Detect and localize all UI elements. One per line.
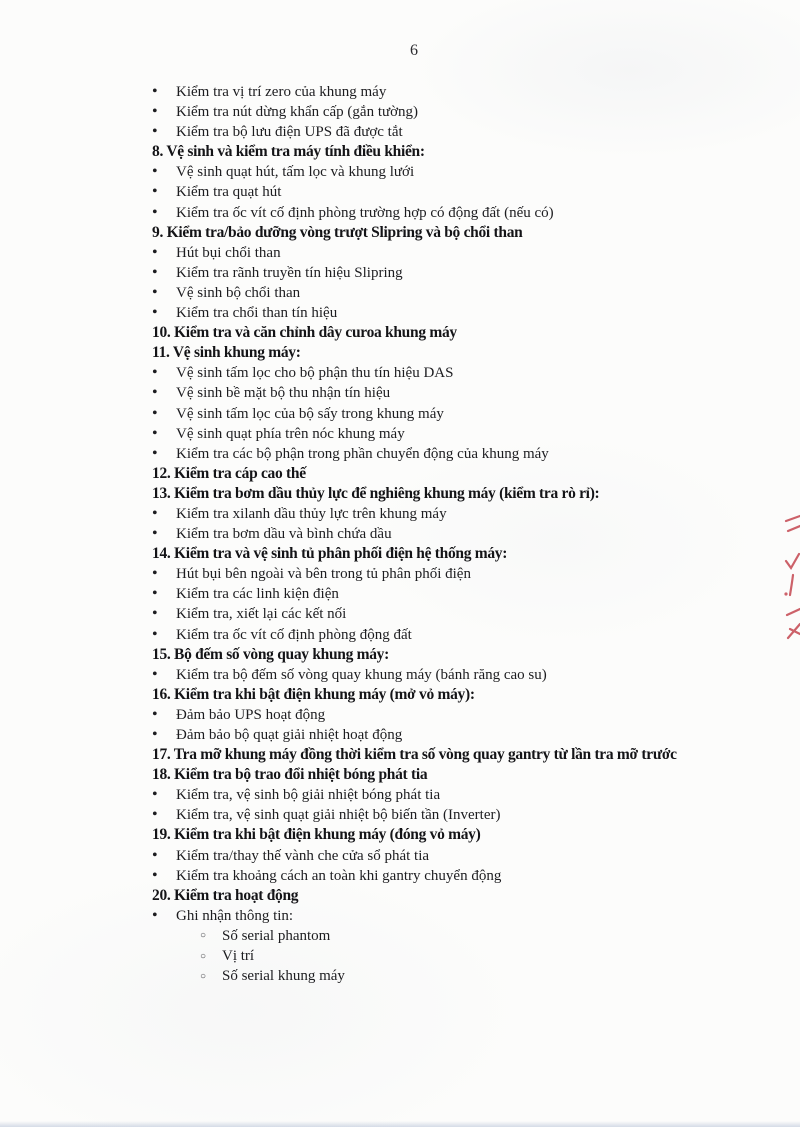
checklist-item-text: Kiểm tra các bộ phận trong phần chuyển động của khung máy bbox=[176, 445, 549, 462]
checklist-item-text: Kiểm tra, vệ sinh bộ giải nhiệt bóng phát tia bbox=[176, 787, 441, 804]
checklist-item-text: Vị trí bbox=[222, 948, 255, 965]
bullet-icon: • bbox=[152, 585, 158, 603]
checklist-item-text: 20. Kiểm tra hoạt động bbox=[152, 886, 299, 904]
bullet-icon: • bbox=[152, 424, 158, 442]
checklist-item bbox=[152, 805, 712, 825]
checklist-item-text: Kiểm tra bơm dầu và bình chứa dầu bbox=[176, 526, 392, 543]
checklist-item-text: 13. Kiểm tra bơm dầu thủy lực để nghiêng khung máy (kiểm tra rò rỉ): bbox=[152, 484, 600, 502]
checklist-item-text: Kiểm tra/thay thế vành che cửa sổ phát tia bbox=[176, 847, 430, 864]
bullet-icon: • bbox=[152, 786, 158, 804]
checklist-item-text: Kiểm tra xilanh dầu thủy lực trên khung máy bbox=[176, 505, 447, 522]
bullet-icon: • bbox=[152, 625, 158, 643]
checklist-item-text: Hút bụi bên ngoài và bên trong tủ phân phối điện bbox=[176, 566, 471, 583]
bullet-icon: • bbox=[152, 565, 158, 583]
checklist-item bbox=[152, 243, 712, 263]
section-heading bbox=[152, 745, 712, 765]
bullet-icon: • bbox=[152, 163, 158, 181]
checklist-item bbox=[152, 785, 712, 805]
checklist-item-text: 14. Kiểm tra và vệ sinh tủ phân phối điện hệ thống máy: bbox=[152, 545, 508, 563]
checklist-item-text: Vệ sinh quạt phía trên nóc khung máy bbox=[176, 425, 405, 442]
checklist-item bbox=[152, 926, 712, 946]
pen-dash-mark bbox=[787, 609, 800, 615]
checklist-item bbox=[152, 162, 712, 182]
checklist-item-text: 10. Kiểm tra và căn chỉnh dây curoa khung máy bbox=[152, 324, 457, 342]
checklist-item-text: 17. Tra mỡ khung máy đồng thời kiểm tra số vòng quay gantry từ lần tra mỡ trước bbox=[152, 746, 677, 764]
bullet-icon: • bbox=[152, 525, 158, 543]
checklist-item-text: Vệ sinh tấm lọc cho bộ phận thu tín hiệu DAS bbox=[176, 365, 454, 382]
checklist-item-text: 16. Kiểm tra khi bật điện khung máy (mở vỏ máy): bbox=[152, 685, 475, 703]
checklist-item bbox=[152, 102, 712, 122]
pen-dot-mark bbox=[784, 592, 787, 595]
section-heading bbox=[152, 544, 712, 564]
bullet-icon: • bbox=[152, 605, 158, 623]
bullet-icon: • bbox=[152, 123, 158, 141]
bullet-icon: • bbox=[152, 384, 158, 402]
section-heading bbox=[152, 223, 712, 243]
checklist-item bbox=[152, 283, 712, 303]
section-heading bbox=[152, 464, 712, 484]
checklist-item bbox=[152, 203, 712, 223]
checklist-item-text: Kiểm tra quạt hút bbox=[176, 184, 282, 201]
checklist-item bbox=[152, 404, 712, 424]
checklist-item bbox=[152, 946, 712, 966]
checklist-item-text: Số serial khung máy bbox=[222, 968, 345, 985]
pen-stroke-mark bbox=[790, 575, 793, 595]
bullet-icon: • bbox=[152, 866, 158, 884]
section-heading bbox=[152, 484, 712, 504]
section-heading bbox=[152, 886, 712, 906]
bullet-icon: • bbox=[152, 705, 158, 723]
checklist-item bbox=[152, 263, 712, 283]
bullet-icon: • bbox=[152, 243, 158, 261]
checklist-item-text: Kiểm tra nút dừng khẩn cấp (gắn tường) bbox=[176, 104, 419, 121]
checklist-item-text: 12. Kiểm tra cáp cao thế bbox=[152, 464, 306, 482]
checklist-item-text: 8. Vệ sinh và kiểm tra máy tính điều khiển: bbox=[152, 143, 425, 161]
checklist-item bbox=[152, 524, 712, 544]
bullet-icon: • bbox=[152, 726, 158, 743]
checklist-item-text: Kiểm tra ốc vít cố định phòng động đất bbox=[176, 626, 412, 643]
section-heading bbox=[152, 685, 712, 705]
checklist-item-text: Đảm bảo bộ quạt giải nhiệt hoạt động bbox=[176, 727, 403, 743]
checklist-item bbox=[152, 82, 712, 102]
checklist-item-text: 15. Bộ đếm số vòng quay khung máy: bbox=[152, 645, 389, 663]
checklist-item-text: Kiểm tra khoảng cách an toàn khi gantry chuyển động bbox=[176, 867, 502, 884]
section-heading bbox=[152, 645, 712, 665]
maintenance-checklist bbox=[152, 82, 712, 986]
checklist-item bbox=[152, 383, 712, 403]
checklist-item bbox=[152, 665, 712, 685]
bullet-icon: • bbox=[152, 444, 158, 462]
checklist-item-text: Số serial phantom bbox=[222, 927, 331, 944]
checklist-item-text: Kiểm tra các linh kiện điện bbox=[176, 586, 339, 603]
red-pen-annotation-marks bbox=[778, 505, 800, 645]
checklist-item bbox=[152, 866, 712, 886]
bullet-icon: • bbox=[152, 83, 158, 100]
bullet-icon: • bbox=[152, 203, 158, 221]
checklist-item-text: Kiểm tra chổi than tín hiệu bbox=[176, 305, 338, 322]
checklist-item-text: Kiểm tra, vệ sinh quạt giải nhiệt bộ biến tần (Inverter) bbox=[176, 807, 501, 824]
section-heading bbox=[152, 142, 712, 162]
bullet-icon: • bbox=[152, 183, 158, 201]
bullet-icon: • bbox=[152, 906, 158, 924]
circle-bullet-icon: ○ bbox=[200, 930, 207, 942]
bullet-icon: • bbox=[152, 263, 158, 281]
checklist-item-text: Ghi nhận thông tin: bbox=[176, 907, 294, 924]
section-heading bbox=[152, 323, 712, 343]
checklist-item bbox=[152, 303, 712, 323]
checklist-item bbox=[152, 363, 712, 383]
checklist-item bbox=[152, 725, 712, 745]
checklist-item bbox=[152, 966, 712, 986]
bullet-icon: • bbox=[152, 103, 158, 121]
checklist-item bbox=[152, 182, 712, 202]
section-heading bbox=[152, 825, 712, 845]
scan-bottom-edge-shadow bbox=[0, 1121, 800, 1127]
bullet-icon: • bbox=[152, 504, 158, 522]
checklist-item-text: Vệ sinh quạt hút, tấm lọc và khung lưới bbox=[176, 164, 415, 181]
checklist-item bbox=[152, 846, 712, 866]
checklist-item bbox=[152, 444, 712, 464]
checklist-item-text: 9. Kiểm tra/bảo dưỡng vòng trượt Slipring và bộ chổi than bbox=[152, 223, 523, 241]
checklist-item bbox=[152, 504, 712, 524]
checklist-item-text: Kiểm tra, xiết lại các kết nối bbox=[176, 606, 347, 623]
bullet-icon: • bbox=[152, 806, 158, 824]
checklist-item-text: 18. Kiểm tra bộ trao đổi nhiệt bóng phát tia bbox=[152, 766, 428, 784]
checklist-item bbox=[152, 604, 712, 624]
checklist-item-text: Kiểm tra rãnh truyền tín hiệu Slipring bbox=[176, 264, 403, 281]
checklist-item-text: Đảm bảo UPS hoạt động bbox=[176, 706, 326, 723]
section-heading bbox=[152, 343, 712, 363]
checklist-item-text: Vệ sinh tấm lọc của bộ sấy trong khung máy bbox=[176, 405, 444, 422]
page-number: 6 bbox=[410, 42, 418, 59]
circle-bullet-icon: ○ bbox=[200, 950, 207, 962]
checklist-item bbox=[152, 705, 712, 725]
checklist-item-text: 11. Vệ sinh khung máy: bbox=[152, 344, 301, 362]
checklist-item-text: Kiểm tra ốc vít cố định phòng trường hợp có động đất (nếu có) bbox=[176, 204, 554, 221]
pen-dash-mark bbox=[788, 526, 800, 531]
checklist-item-text: Hút bụi chổi than bbox=[176, 244, 281, 261]
bullet-icon: • bbox=[152, 364, 158, 382]
circle-bullet-icon: ○ bbox=[200, 970, 207, 982]
checklist-item bbox=[152, 625, 712, 645]
checklist-item-text: Kiểm tra vị trí zero của khung máy bbox=[176, 84, 387, 100]
pen-dash-mark bbox=[786, 516, 800, 521]
checklist-item bbox=[152, 564, 712, 584]
checklist-item-text: Vệ sinh bộ chổi than bbox=[176, 284, 301, 301]
checklist-item-text: Kiểm tra bộ lưu điện UPS đã được tắt bbox=[176, 124, 403, 141]
pen-check-mark bbox=[786, 554, 799, 568]
bullet-icon: • bbox=[152, 846, 158, 864]
bullet-icon: • bbox=[152, 404, 158, 422]
checklist-item-text: 19. Kiểm tra khi bật điện khung máy (đóng vỏ máy) bbox=[152, 826, 481, 844]
section-heading bbox=[152, 765, 712, 785]
checklist-item bbox=[152, 122, 712, 142]
bullet-icon: • bbox=[152, 665, 158, 683]
bullet-icon: • bbox=[152, 304, 158, 322]
checklist-item bbox=[152, 584, 712, 604]
checklist-item-text: Kiểm tra bộ đếm số vòng quay khung máy (bánh răng cao su) bbox=[176, 666, 547, 683]
checklist-item-text: Vệ sinh bề mặt bộ thu nhận tín hiệu bbox=[176, 385, 391, 402]
checklist-item bbox=[152, 906, 712, 926]
checklist-item bbox=[152, 424, 712, 444]
bullet-icon: • bbox=[152, 283, 158, 301]
